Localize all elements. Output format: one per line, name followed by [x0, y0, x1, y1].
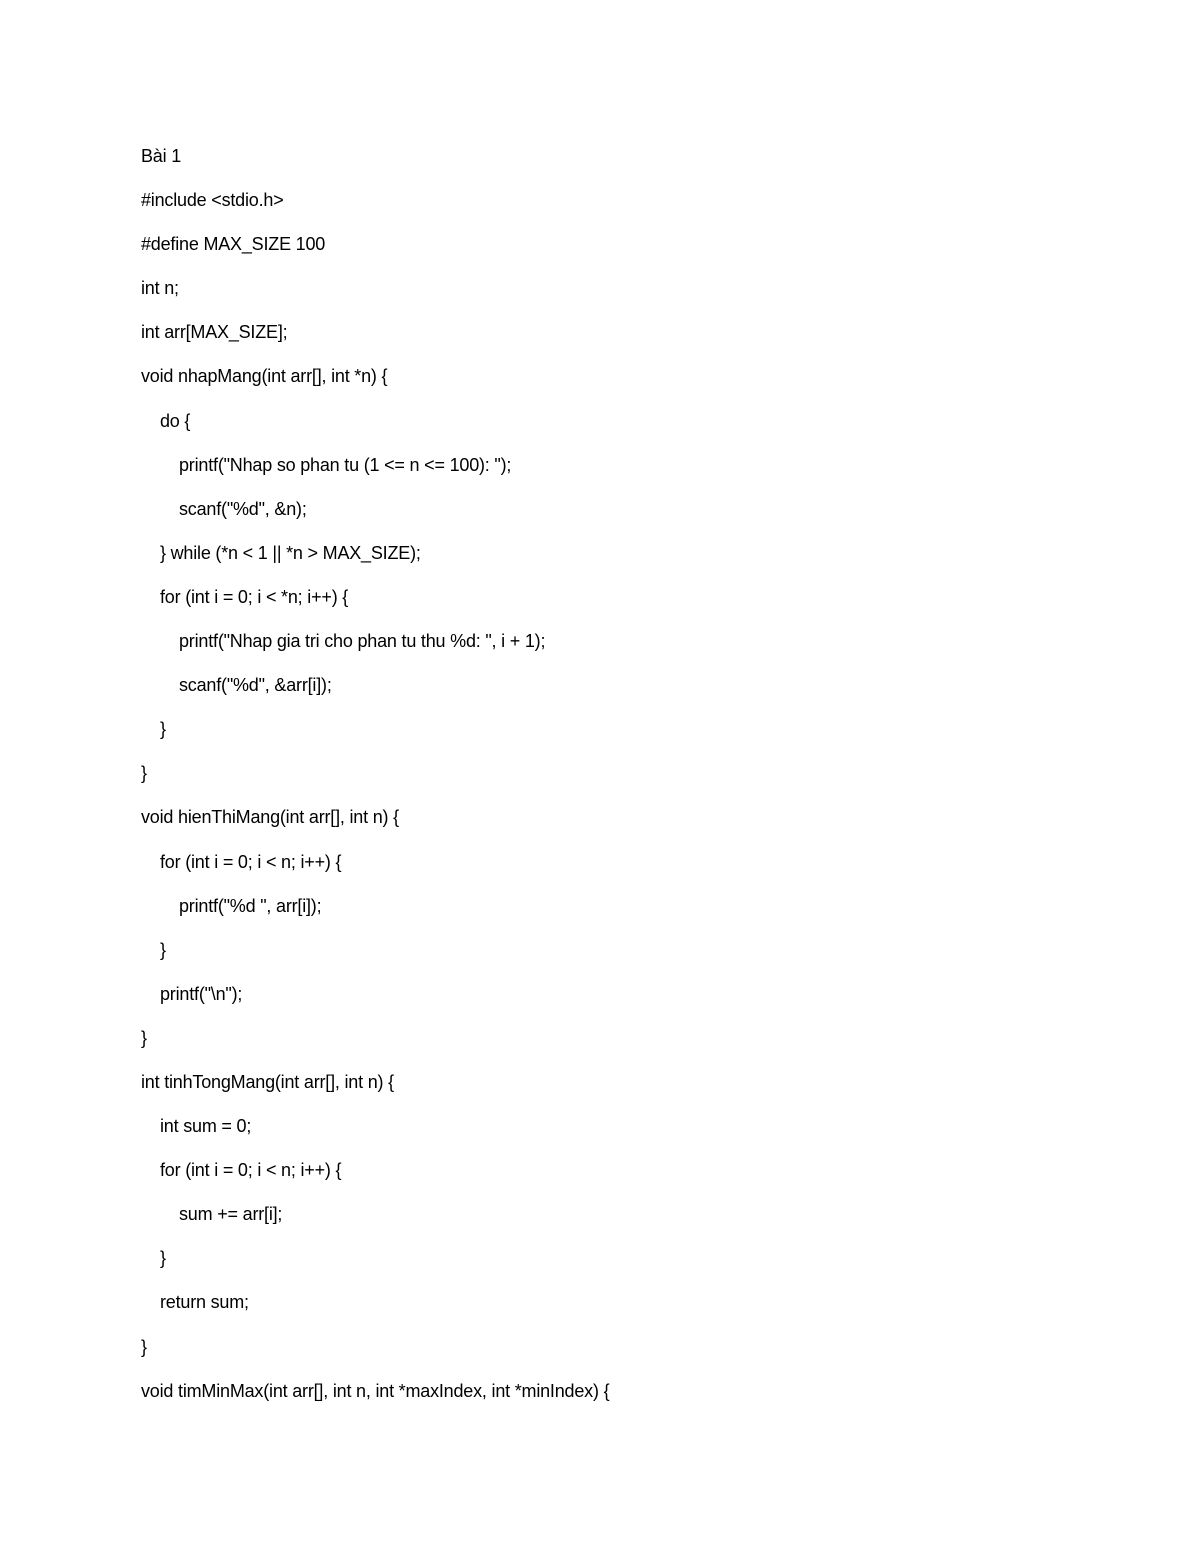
code-line: for (int i = 0; i < n; i++) {: [160, 1160, 342, 1181]
code-line: #include <stdio.h>: [141, 190, 284, 211]
code-line: } while (*n < 1 || *n > MAX_SIZE);: [160, 542, 421, 563]
code-line: return sum;: [160, 1292, 249, 1313]
code-line: int tinhTongMang(int arr[], int n) {: [141, 1071, 394, 1092]
code-line: int n;: [141, 278, 179, 299]
document-body: [141, 140, 1101, 1419]
code-line: printf("\n");: [160, 983, 243, 1004]
code-line: void nhapMang(int arr[], int *n) {: [141, 366, 388, 387]
heading-bai-1: Bài 1: [141, 146, 182, 166]
code-line: int arr[MAX_SIZE];: [141, 322, 288, 343]
code-line: }: [141, 1027, 147, 1048]
code-line: void hienThiMang(int arr[], int n) {: [141, 807, 399, 828]
code-line: printf("Nhap so phan tu (1 <= n <= 100): ");: [179, 454, 512, 475]
code-line: sum += arr[i];: [179, 1204, 283, 1225]
code-line: scanf("%d", &n);: [179, 498, 307, 519]
code-line: for (int i = 0; i < *n; i++) {: [160, 586, 349, 607]
code-line: printf("Nhap gia tri cho phan tu thu %d: ", i + 1);: [179, 631, 546, 652]
code-line: do {: [160, 410, 191, 431]
code-line: }: [160, 1248, 166, 1269]
code-line: scanf("%d", &arr[i]);: [179, 675, 332, 696]
code-line: void timMinMax(int arr[], int n, int *maxIndex, int *minIndex) {: [141, 1380, 610, 1401]
code-line: printf("%d ", arr[i]);: [179, 895, 322, 916]
code-line: }: [141, 1336, 147, 1357]
code-line: for (int i = 0; i < n; i++) {: [160, 851, 342, 872]
code-line: }: [160, 939, 166, 960]
code-line: }: [160, 719, 166, 740]
code-line: int sum = 0;: [160, 1116, 252, 1137]
code-line: }: [141, 763, 147, 784]
code-line: #define MAX_SIZE 100: [141, 234, 326, 255]
